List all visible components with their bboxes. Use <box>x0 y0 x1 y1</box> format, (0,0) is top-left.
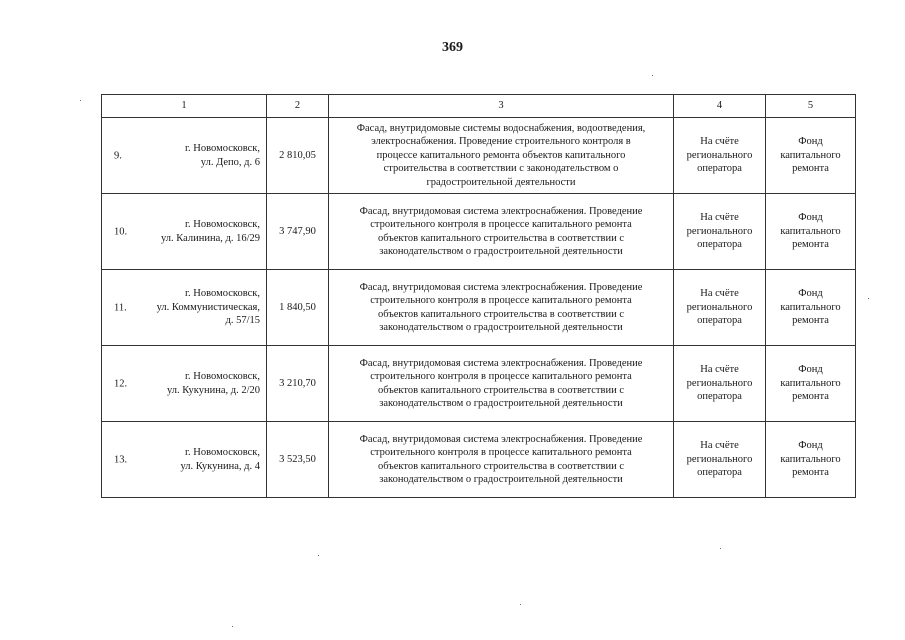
cell-source <box>766 118 856 194</box>
cell-source <box>766 422 856 498</box>
address-line: ул. Депо, д. 6 <box>200 156 260 168</box>
account-line: регионального <box>686 301 753 313</box>
works-line: строительного контроля в процессе капитального ремонта <box>370 219 632 230</box>
header-row <box>102 95 856 118</box>
scan-speck <box>318 555 319 556</box>
source-line: капитального <box>780 225 841 237</box>
address-line: д. 57/15 <box>225 315 260 327</box>
works-line: объектов капитального строительства в соответствии с <box>378 308 624 320</box>
works-line: Фасад, внутридомовая система электроснабжения. Проведение <box>359 433 643 445</box>
account-line: оператора <box>697 315 742 327</box>
account-line: оператора <box>697 467 742 479</box>
cell-address <box>102 194 267 270</box>
works-line: Фасад, внутридомовые системы водоснабжения, водоотведения, <box>356 122 646 134</box>
source-line: Фонд <box>798 440 823 452</box>
cell-account <box>674 118 766 194</box>
works-line: объектов капитального строительства в соответствии с <box>378 460 624 472</box>
account-line: На счёте <box>700 364 739 376</box>
header-col-1: 1 <box>102 95 267 118</box>
address <box>146 218 260 245</box>
works-line: законодательством о градостроительной деятельности <box>379 474 623 485</box>
cell-account <box>674 422 766 498</box>
cell-cost: 3 747,90 <box>267 194 329 270</box>
source-line: капитального <box>780 301 841 313</box>
works-line: строительного контроля в процессе капитального ремонта <box>370 447 632 458</box>
source-line: Фонд <box>798 288 823 300</box>
cell-cost: 3 523,50 <box>267 422 329 498</box>
table-row <box>102 194 856 270</box>
account-line: На счёте <box>700 288 739 300</box>
header-col-4: 4 <box>674 95 766 118</box>
account-line: оператора <box>697 391 742 403</box>
works-line: законодательством о градостроительной деятельности <box>379 246 623 257</box>
cell-cost: 3 210,70 <box>267 346 329 422</box>
scan-speck <box>868 298 869 299</box>
account-line: оператора <box>697 239 742 251</box>
works-line: строительного контроля в процессе капитального ремонта <box>370 371 632 382</box>
table-body <box>102 95 856 498</box>
address-line: г. Новомосковск, <box>184 371 260 382</box>
cell-source <box>766 270 856 346</box>
account-line: регионального <box>686 377 753 389</box>
scan-speck <box>720 548 721 549</box>
cell-source <box>766 194 856 270</box>
account-line: На счёте <box>700 212 739 224</box>
address-line: г. Новомосковск, <box>184 219 260 230</box>
row-number: 13. <box>114 453 128 465</box>
address <box>146 370 260 397</box>
cell-cost: 1 840,50 <box>267 270 329 346</box>
row-number: 10. <box>114 225 128 237</box>
works-line: законодательством о градостроительной деятельности <box>379 322 623 333</box>
source-line: капитального <box>780 149 841 161</box>
cell-works <box>329 346 674 422</box>
works-line: Фасад, внутридомовая система электроснабжения. Проведение <box>359 357 643 369</box>
scan-speck <box>520 604 521 605</box>
table-row <box>102 270 856 346</box>
works-line: строительного контроля в процессе капитального ремонта <box>370 295 632 306</box>
account-line: На счёте <box>700 440 739 452</box>
header-col-3: 3 <box>329 95 674 118</box>
cell-address <box>102 270 267 346</box>
cell-works <box>329 194 674 270</box>
works-line: градостроительной деятельности <box>426 176 576 188</box>
account-line: регионального <box>686 453 753 465</box>
works-line: строительства в соответствии с законодательством о <box>383 163 619 175</box>
source-line: ремонта <box>792 391 829 403</box>
cell-works <box>329 422 674 498</box>
cell-source <box>766 346 856 422</box>
works-line: законодательством о градостроительной деятельности <box>379 398 623 409</box>
source-line: ремонта <box>792 315 829 327</box>
page-number: 369 <box>442 40 463 55</box>
source-line: ремонта <box>792 163 829 175</box>
works-line: Фасад, внутридомовая система электроснабжения. Проведение <box>359 281 643 293</box>
address-line: ул. Кукунина, д. 2/20 <box>167 384 260 396</box>
row-number: 9. <box>114 149 122 161</box>
cell-account <box>674 194 766 270</box>
account-line: На счёте <box>700 136 739 148</box>
scan-speck <box>652 75 653 76</box>
address-line: ул. Кукунина, д. 4 <box>180 460 260 472</box>
cell-works <box>329 270 674 346</box>
works-line: электроснабжения. Проведение строительного контроля в <box>371 136 631 148</box>
works-line: Фасад, внутридомовая система электроснабжения. Проведение <box>359 205 643 217</box>
source-line: капитального <box>780 453 841 465</box>
table-row <box>102 422 856 498</box>
address-line: г. Новомосковск, <box>184 143 260 154</box>
repair-table <box>101 94 856 498</box>
table-row <box>102 118 856 194</box>
address-line: г. Новомосковск, <box>184 447 260 458</box>
cell-address <box>102 346 267 422</box>
cell-works <box>329 118 674 194</box>
address-line: ул. Калинина, д. 16/29 <box>160 232 260 244</box>
row-number: 12. <box>114 377 128 389</box>
source-line: Фонд <box>798 212 823 224</box>
account-line: оператора <box>697 163 742 175</box>
row-number: 11. <box>114 301 127 313</box>
source-line: Фонд <box>798 364 823 376</box>
works-line: процессе капитального ремонта объектов капитального <box>376 149 626 161</box>
cell-address <box>102 118 267 194</box>
works-line: объектов капитального строительства в соответствии с <box>378 232 624 244</box>
scan-speck <box>80 100 81 101</box>
account-line: регионального <box>686 149 753 161</box>
works-line: объектов капитального строительства в соответствии с <box>378 384 624 396</box>
source-line: ремонта <box>792 467 829 479</box>
address <box>146 446 260 473</box>
cell-cost: 2 810,05 <box>267 118 329 194</box>
address <box>146 142 260 169</box>
cell-address <box>102 422 267 498</box>
source-line: Фонд <box>798 136 823 148</box>
header-col-5: 5 <box>766 95 856 118</box>
cell-account <box>674 270 766 346</box>
source-line: ремонта <box>792 239 829 251</box>
source-line: капитального <box>780 377 841 389</box>
address <box>146 287 260 328</box>
table-row <box>102 346 856 422</box>
scan-speck <box>232 626 233 627</box>
account-line: регионального <box>686 225 753 237</box>
address-line: ул. Коммунистическая, <box>156 301 260 313</box>
address-line: г. Новомосковск, <box>184 288 260 300</box>
header-col-2: 2 <box>267 95 329 118</box>
cell-account <box>674 346 766 422</box>
